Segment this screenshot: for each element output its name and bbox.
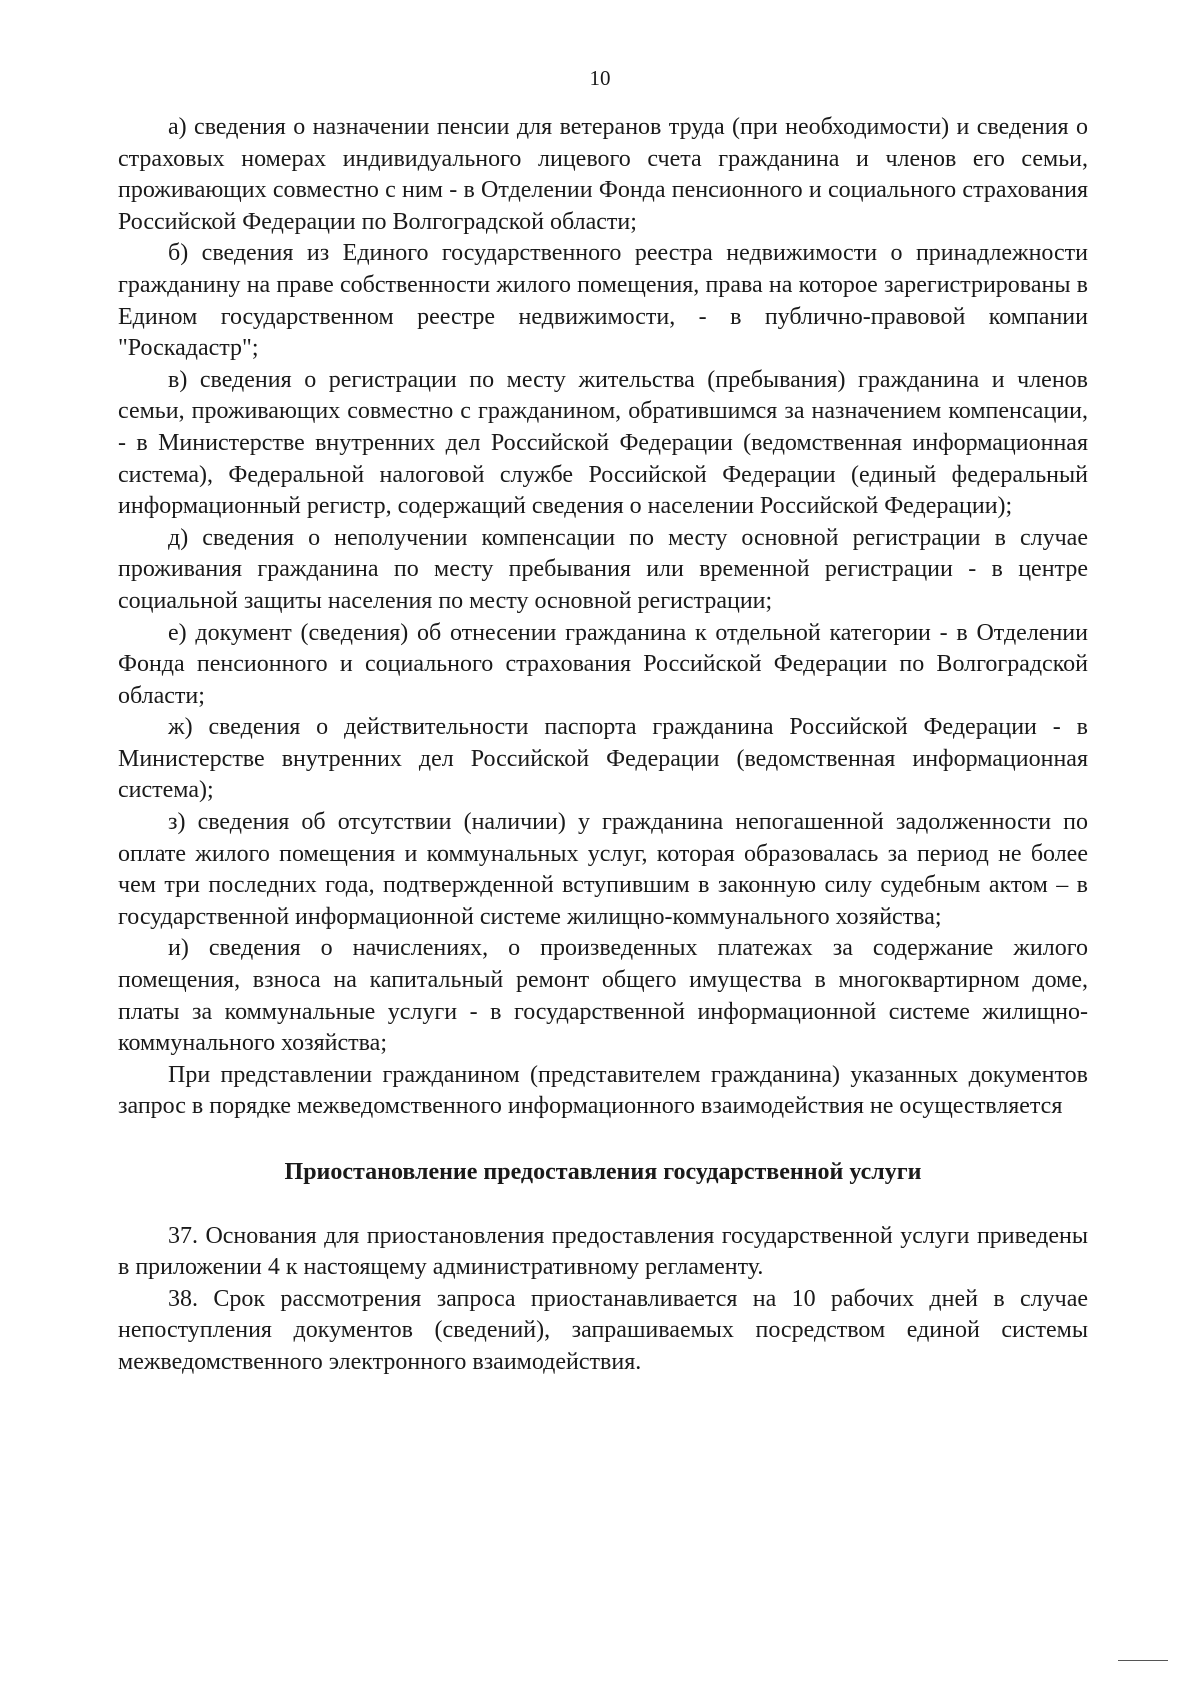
paragraph-37: 37. Основания для приостановления предоставления государственной услуги приведены в приложении 4 к настоящему административному регламенту. (118, 1222, 1088, 1281)
paragraph-38: 38. Срок рассмотрения запроса приостанавливается на 10 рабочих дней в случае непоступления документов (сведений), запрашиваемых посредством единой системы межведомственного электронного взаимодействия. (118, 1285, 1088, 1375)
paragraph-e: е) документ (сведения) об отнесении гражданина к отдельной категории - в Отделении Фонда пенсионного и социального страхования Российской Федерации по Волгоградской области; (118, 619, 1088, 709)
paragraph-v: в) сведения о регистрации по месту жительства (пребывания) гражданина и членов семьи, проживающих совместно с гражданином, обратившимся за назначением компенсации, - в Министерстве внутренних дел Российской Федерации (ведомственная информационная система), Федеральной налоговой службе Российской Федерации (единый федеральный информационный регистр, содержащий сведения о населении Российской Федерации); (118, 366, 1088, 520)
paragraph-d: д) сведения о неполучении компенсации по месту основной регистрации в случае проживания гражданина по месту пребывания или временной регистрации - в центре социальной защиты населения по месту основной регистрации; (118, 524, 1088, 614)
paragraph-z: з) сведения об отсутствии (наличии) у гражданина непогашенной задолженности по оплате жилого помещения и коммунальных услуг, которая образовалась за период не более чем три последних года, подтвержденной вступившим в законную силу судебным актом – в государственной информационной системе жилищно-коммунального хозяйства; (118, 809, 1088, 930)
scan-edge-mark (1118, 1660, 1168, 1661)
paragraph-zh: ж) сведения о действительности паспорта гражданина Российской Федерации - в Министерстве внутренних дел Российской Федерации (ведомственная информационная система); (118, 714, 1088, 804)
section-heading: Приостановление предоставления государственной услуги (284, 1159, 922, 1185)
paragraph-i: и) сведения о начислениях, о произведенных платежах за содержание жилого помещения, взноса на капитальный ремонт общего имущества в многоквартирном доме, платы за коммунальные услуги - в государственной информационной системе жилищно-коммунального хозяйства; (118, 935, 1088, 1057)
document-body (118, 112, 1088, 1379)
paragraph-documents-note: При представлении гражданином (представителем гражданина) указанных документов запрос в порядке межведомственного информационного взаимодействия не осуществляется (118, 1061, 1088, 1120)
paragraph-a: а) сведения о назначении пенсии для ветеранов труда (при необходимости) и сведения о страховых номерах индивидуального лицевого счета гражданина и членов его семьи, проживающих совместно с ним - в Отделении Фонда пенсионного и социального страхования Российской Федерации по Волгоградской области; (118, 114, 1088, 235)
paragraph-b: б) сведения из Единого государственного реестра недвижимости о принадлежности гражданину на праве собственности жилого помещения, права на которое зарегистрированы в Едином государственном реестре недвижимости, - в публично-правовой компании "Роскадастр"; (118, 240, 1088, 362)
page-number: 10 (589, 66, 611, 90)
